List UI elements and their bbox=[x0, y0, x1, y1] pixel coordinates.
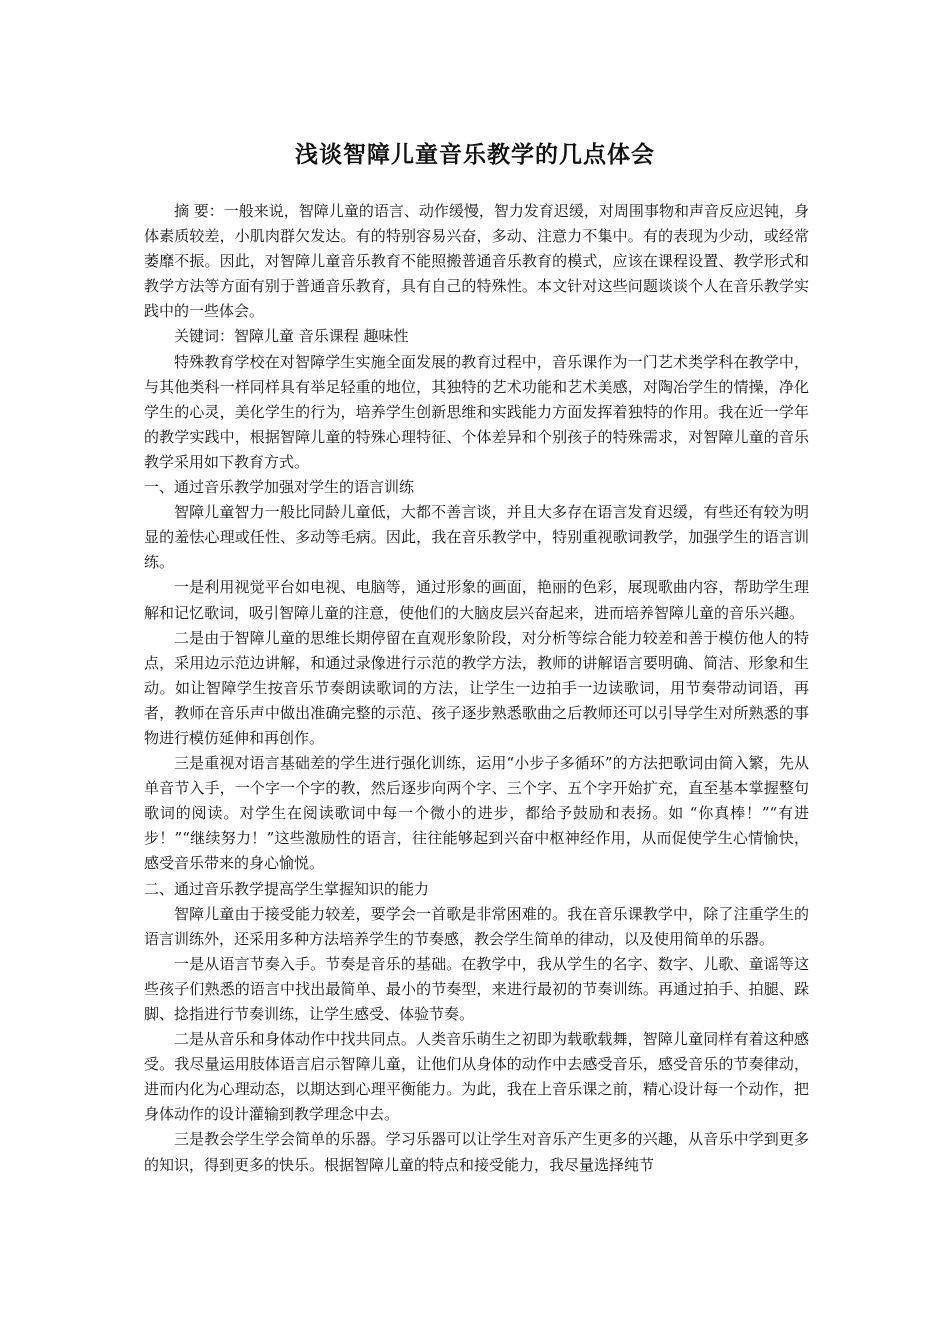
paragraph: 二是从音乐和身体动作中找共同点。人类音乐萌生之初即为载歌载舞，智障儿童同样有着这种感受。我尽量运用肢体语言启示智障儿童，让他们从身体的动作中去感受音乐，感受音乐的节奏律动，进而内化为心理动态，以期达到心理平衡能力。为此，我在上音乐课之前，精心设计每一个动作，把身体动作的设计灌输到教学理念中去。 bbox=[144, 1030, 809, 1124]
paragraph: 智障儿童由于接受能力较差，要学会一首歌是非常困难的。我在音乐课教学中，除了注重学生的语言训练外，还采用多种方法培养学生的节奏感，教会学生简单的律动，以及使用简单的乐器。 bbox=[144, 904, 809, 948]
paragraph: 三是重视对语言基础差的学生进行强化训练，运用“小步子多循环”的方法把歌词由简入繁，先从单音节入手，一个字一个字的教，然后逐步向两个字、三个字、五个字开始扩充，直至基本掌握整句歌词的阅读。对学生在阅读歌词中每一个微小的进步，都给予鼓励和表扬。如 “你真棒！”“有进步！”“继续努力！”这些激励性的语言，往往能够起到兴奋中枢神经作用，从而促使学生心情愉快，感受音乐带来的身心愉悦。 bbox=[144, 754, 809, 873]
paragraph: 智障儿童智力一般比同龄儿童低，大都不善言谈，并且大多存在语言发育迟缓，有些还有较为明显的羞怯心理或任性、多动等毛病。因此，我在音乐教学中，特别重视歌词教学，加强学生的语言训练。 bbox=[144, 503, 809, 572]
paragraph: 三是教会学生学会简单的乐器。学习乐器可以让学生对音乐产生更多的兴趣，从音乐中学到更多的知识，得到更多的快乐。根据智障儿童的特点和接受能力，我尽量选择纯节 bbox=[144, 1130, 809, 1174]
paragraph: 一是从语言节奏入手。节奏是音乐的基础。在教学中，我从学生的名字、数字、儿歌、童谣等这些孩子们熟悉的语言中找出最简单、最小的节奏型，来进行最初的节奏训练。再通过拍手、拍腿、跺脚、捻指进行节奏训练，让学生感受、体验节奏。 bbox=[144, 954, 809, 1023]
page-title: 浅谈智障儿童音乐教学的几点体会 bbox=[295, 142, 655, 168]
section-heading: 一、通过音乐教学加强对学生的语言训练 bbox=[144, 478, 415, 497]
paragraph: 摘 要：一般来说，智障儿童的语言、动作缓慢，智力发育迟缓，对周围事物和声音反应迟钝，身体素质较差，小肌肉群欠发达。有的特别容易兴奋，多动、注意力不集中。有的表现为少动，或经常萎靡不振。因此，对智障儿童音乐教育不能照搬普通音乐教育的模式，应该在课程设置、教学形式和教学方法等方面有别于普通音乐教育，具有自己的特殊性。本文针对这些问题谈谈个人在音乐教学实践中的一些体会。 bbox=[144, 202, 809, 321]
paragraph: 关键词：智障儿童 音乐课程 趣味性 bbox=[174, 327, 409, 346]
paragraph: 一是利用视觉平台如电视、电脑等，通过形象的画面，艳丽的色彩，展现歌曲内容，帮助学生理解和记忆歌词，吸引智障儿童的注意，使他们的大脑皮层兴奋起来，进而培养智障儿童的音乐兴趣。 bbox=[144, 578, 809, 622]
document-body bbox=[144, 199, 809, 1178]
section-heading: 二、通过音乐教学提高学生掌握知识的能力 bbox=[144, 879, 430, 898]
paragraph: 二是由于智障儿童的思维长期停留在直观形象阶段，对分析等综合能力较差和善于模仿他人的特点，采用边示范边讲解，和通过录像进行示范的教学方法，教师的讲解语言要明确、简洁、形象和生动。如让智障学生按音乐节奏朗读歌词的方法，让学生一边拍手一边读歌词，用节奏带动词语，再者，教师在音乐声中做出准确完整的示范、孩子逐步熟悉歌曲之后教师还可以引导学生对所熟悉的事物进行模仿延伸和再创作。 bbox=[144, 628, 809, 747]
paragraph: 特殊教育学校在对智障学生实施全面发展的教育过程中，音乐课作为一门艺术类学科在教学中，与其他类科一样同样具有举足轻重的地位，其独特的艺术功能和艺术美感，对陶冶学生的情操，净化学生的心灵，美化学生的行为，培养学生创新思维和实践能力方面发挥着独特的作用。我在近一学年的教学实践中，根据智障儿童的特殊心理特征、个体差异和个别孩子的特殊需求，对智障儿童的音乐教学采用如下教育方式。 bbox=[144, 352, 809, 471]
